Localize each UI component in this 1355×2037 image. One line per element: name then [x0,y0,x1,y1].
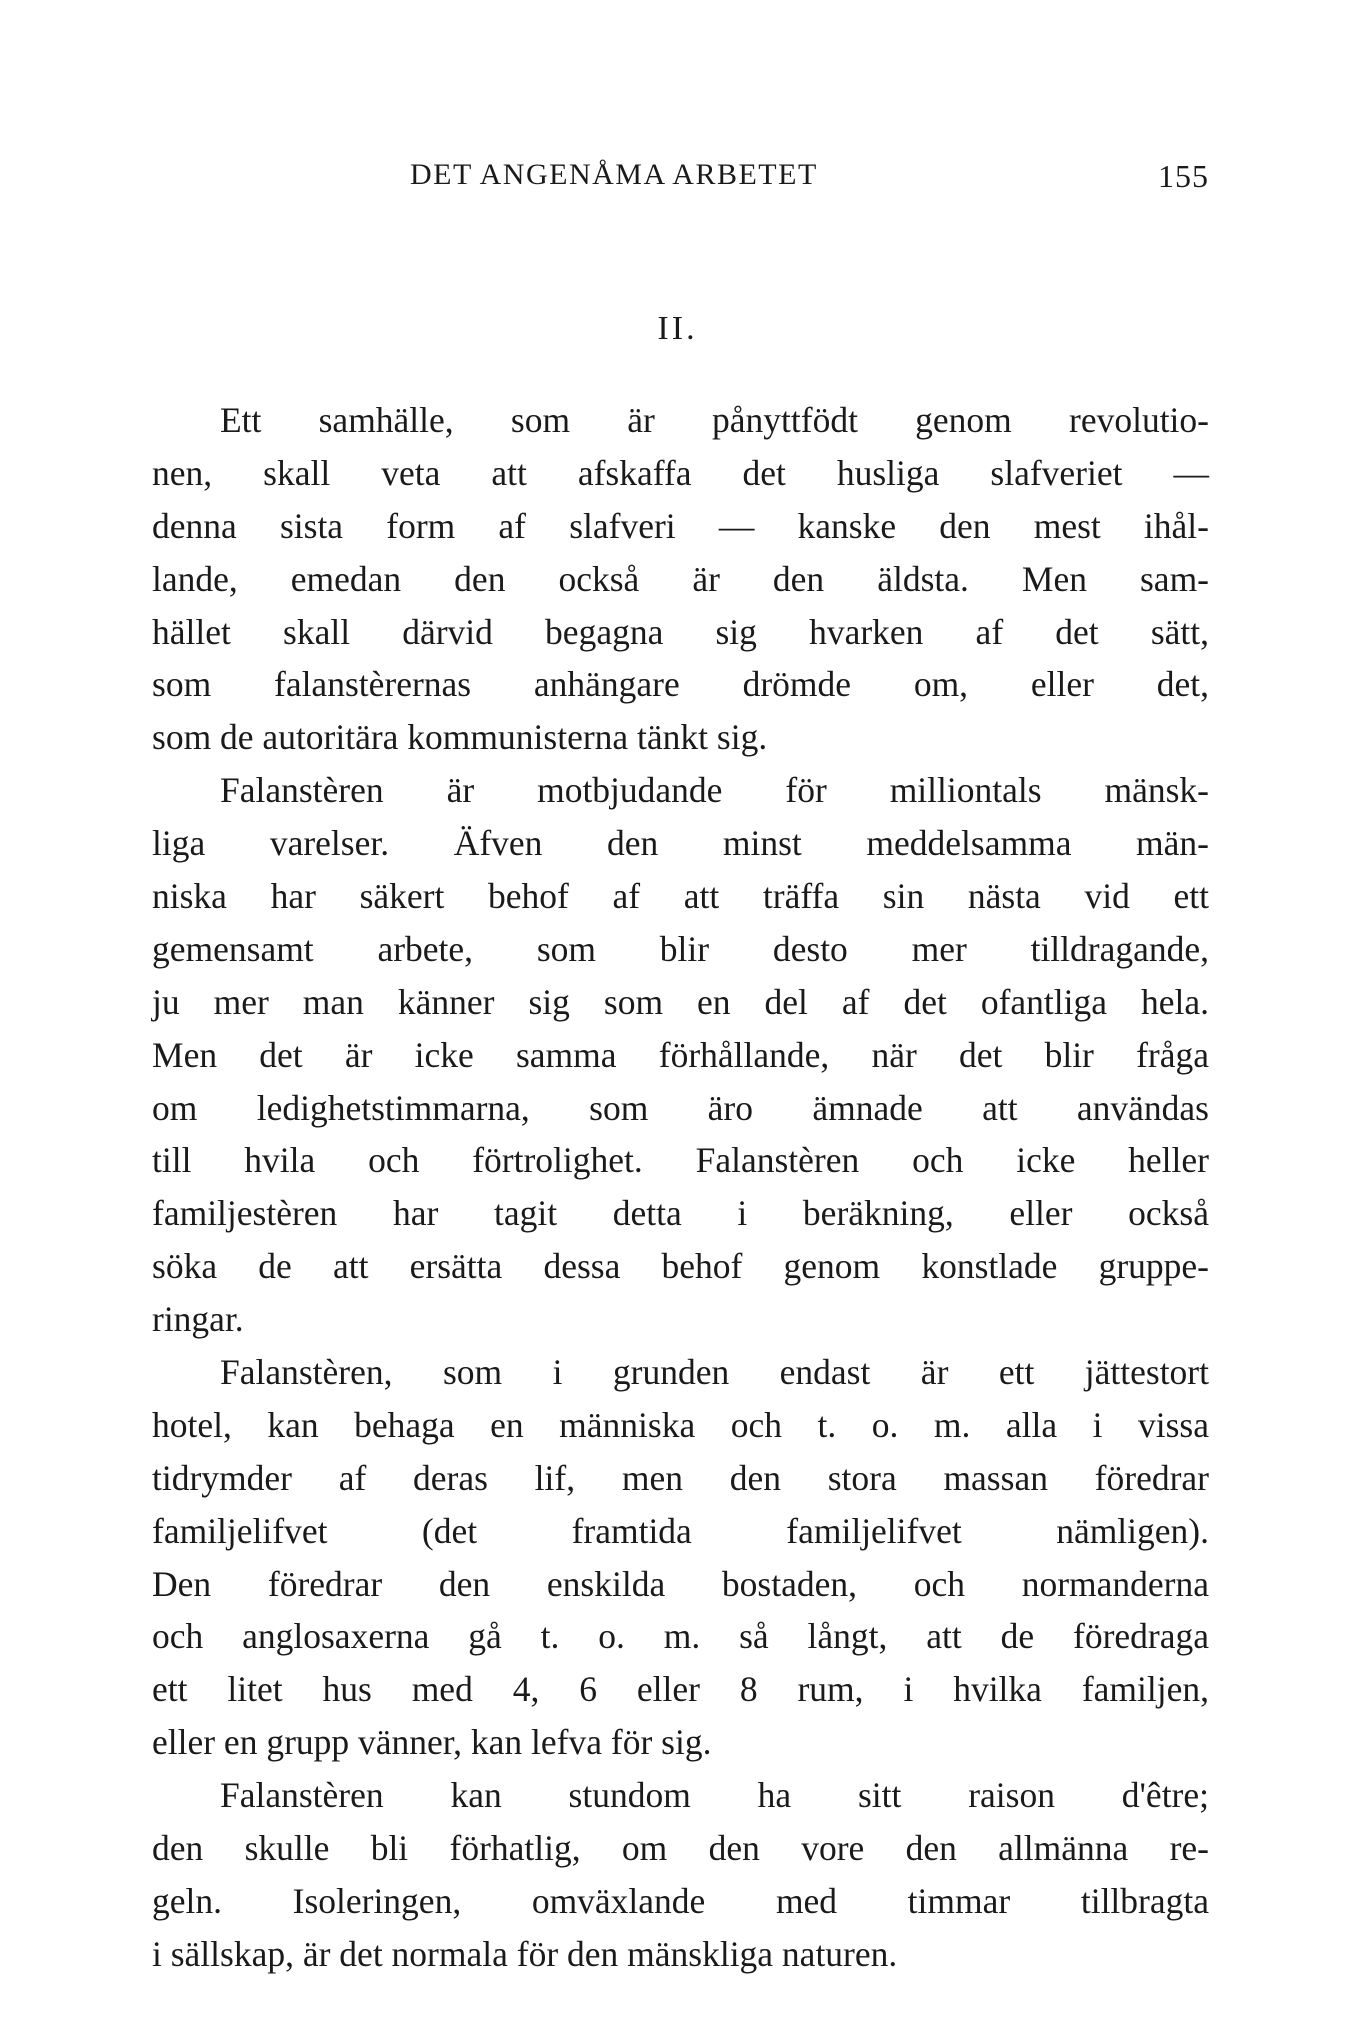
text-line: eller en grupp vänner, kan lefva för sig. [152,1722,712,1763]
text-line: i sällskap, är det normala för den mänskliga naturen. [152,1933,898,1974]
text-line: nen, skall veta att afskaffa det husliga slafveriet — [152,452,1209,493]
text-line: Ett samhälle, som är pånyttfödt genom revolutio- [220,400,1209,440]
text-line: denna sista form af slafveri — kanske den mest ihål- [152,505,1209,546]
text-line: till hvila och förtrolighet. Falanstèren och icke heller [152,1140,1209,1181]
text-line: gemensamt arbete, som blir desto mer tilldragande, [152,928,1209,969]
text-line: familjestèren har tagit detta i beräkning, eller också [152,1193,1209,1234]
text-line: Den föredrar den enskilda bostaden, och normanderna [152,1563,1209,1604]
text-line: och anglosaxerna gå t. o. m. så långt, att de föredraga [152,1616,1209,1657]
text-line: liga varelser. Äfven den minst meddelsamma män- [152,823,1209,864]
text-line: ju mer man känner sig som en del af det ofantliga hela. [152,981,1209,1022]
text-line: niska har säkert behof af att träffa sin nästa vid ett [152,876,1209,917]
text-line: som falanstèrernas anhängare drömde om, eller det, [152,664,1209,705]
text-line: ringar. [152,1299,244,1340]
text-line: tidrymder af deras lif, men den stora massan föredrar [152,1457,1209,1498]
page-number: 155 [1158,158,1209,194]
text-line: som de autoritära kommunisterna tänkt sig. [152,717,768,758]
text-line: Falanstèren är motbjudande för milliontals mänsk- [220,770,1209,811]
text-line: Falanstèren kan stundom ha sitt raison d'être; [220,1775,1209,1816]
running-head: DET ANGENÅMA ARBETET [410,158,818,191]
text-line: lande, emedan den också är den äldsta. Men sam- [152,558,1209,599]
text-line: den skulle bli förhatlig, om den vore den allmänna re- [152,1828,1209,1869]
page-header [152,158,1209,198]
text-line: hotel, kan behaga en människa och t. o. m. alla i vissa [152,1404,1209,1445]
text-line: om ledighetstimmarna, som äro ämnade att användas [152,1087,1209,1128]
text-line: Men det är icke samma förhållande, när det blir fråga [152,1034,1209,1075]
text-line: ett litet hus med 4, 6 eller 8 rum, i hvilka familjen, [152,1669,1209,1710]
text-line: familjelifvet (det framtida familjelifvet nämligen). [152,1510,1209,1551]
body-text [152,394,1209,1981]
text-line: Falanstèren, som i grunden endast är ett jättestort [220,1352,1209,1393]
text-line: hället skall därvid begagna sig hvarken af det sätt, [152,611,1209,652]
text-line: geln. Isoleringen, omväxlande med timmar tillbragta [152,1880,1209,1921]
text-line: söka de att ersätta dessa behof genom konstlade gruppe- [152,1246,1209,1287]
section-number: II. [657,310,698,347]
